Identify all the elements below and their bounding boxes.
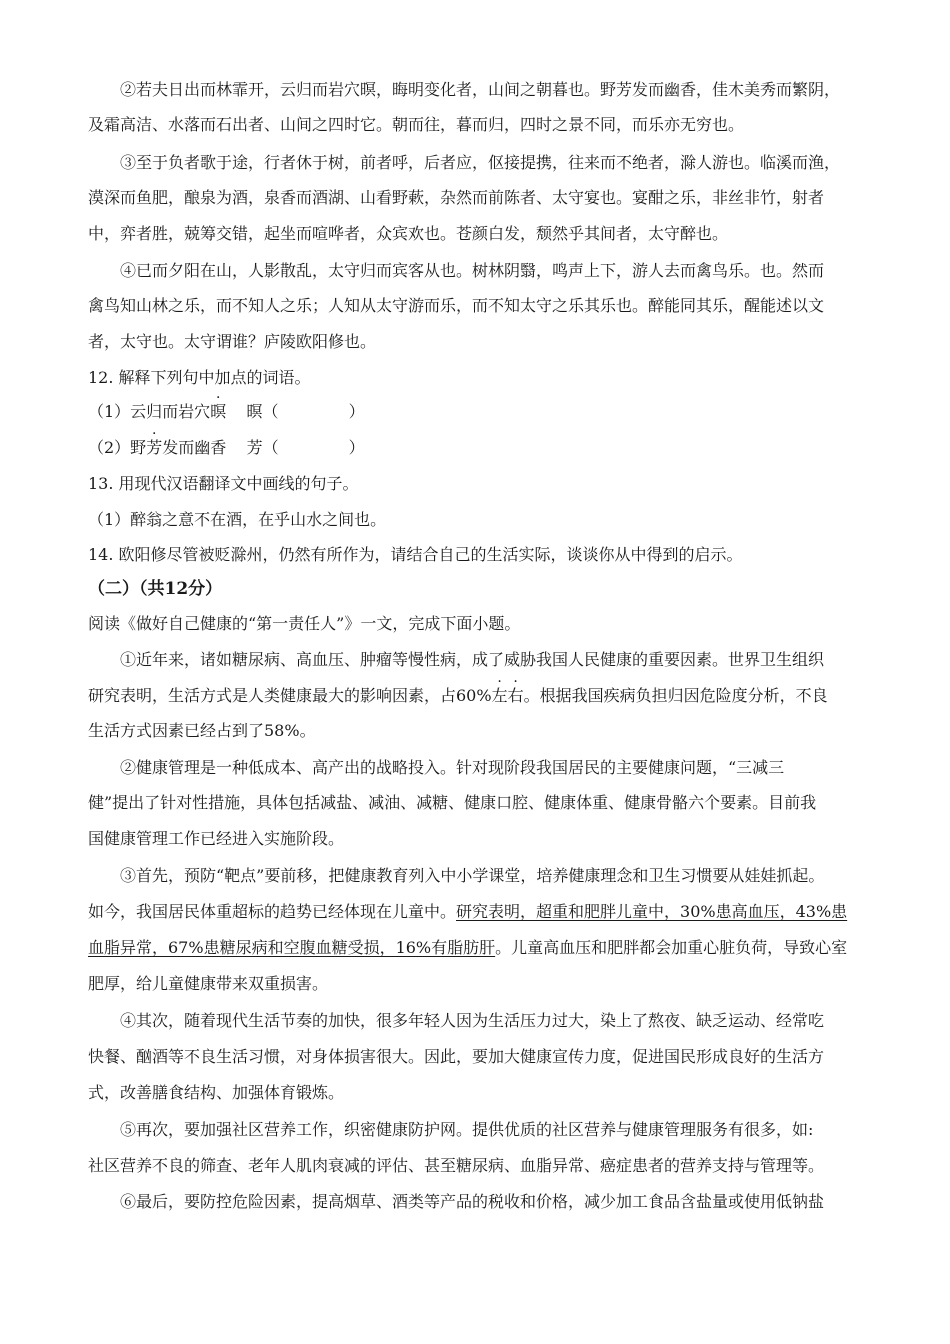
article-p3-underlined-sentence: 研究表明，超重和肥胖儿童中，30%患高血压，43%患	[456, 902, 848, 921]
q12-item1-key: 暝（	[246, 402, 279, 421]
article-p3-underlined-sentence-cont: 血脂异常，67%患糖尿病和空腹血糖受损，16%有脂肪肝	[88, 938, 496, 957]
article-paragraph-3-line-3	[88, 938, 847, 958]
question-12-stem: 12. 解释下列句中加点的词语。	[88, 368, 311, 387]
question-14-stem: 14. 欧阳修尽管被贬滁州，仍然有所作为，请结合自己的生活实际，谈谈你从中得到的启示。	[88, 545, 743, 564]
q12-item1-dotted-word: 暝	[210, 402, 227, 421]
article-paragraph-1-line-3: 生活方式因素已经占到了58%。	[88, 721, 316, 740]
question-13-stem: 13. 用现代汉语翻译文中画线的句子。	[88, 474, 359, 493]
article-p1-text-rest: 。根据我国疾病负担归因危险度分析，不良	[523, 686, 828, 705]
q12-item2-close: ）	[348, 438, 365, 457]
article-paragraph-3-line-1: ③首先，预防“靶点”要前移，把健康教育列入中小学课堂，培养健康理念和卫生习惯要从娃娃抓起。	[120, 866, 825, 885]
passage-paragraph-4-line-2: 禽鸟知山林之乐，而不知人之乐；人知从太守游而乐，而不知太守之乐其乐也。醉能同其乐，醒能述以文	[88, 296, 825, 315]
article-paragraph-2-line-1: ②健康管理是一种低成本、高产出的战略投入。针对现阶段我国居民的主要健康问题，“三减三	[120, 758, 785, 777]
passage-paragraph-2-line-2: 及霜高洁、水落而石出者、山间之四时它。朝而往，暮而归，四时之景不同，而乐亦无穷也。	[88, 115, 745, 134]
passage-paragraph-3-line-2: 漠深而鱼肥，酿泉为酒，泉香而酒湖、山看野蔌，杂然而前陈者、太守宴也。宴酣之乐，非丝非竹，射者	[88, 188, 825, 207]
article-paragraph-2-line-3: 国健康管理工作已经进入实施阶段。	[88, 829, 345, 848]
article-paragraph-3-line-4: 肥厚，给儿童健康带来双重损害。	[88, 974, 329, 993]
article-paragraph-2-line-2: 健”提出了针对性措施，具体包括减盐、减油、减糖、健康口腔、健康体重、健康骨骼六个要素。目前我	[88, 793, 817, 812]
passage-paragraph-3-line-3: 中，弈者胜，兢筹交错，起坐而喧哗者，众宾欢也。苍颜白发，颓然乎其间者，太守醉也。	[88, 224, 729, 243]
article-paragraph-3-line-2	[88, 902, 847, 922]
q12-item2-dotted-word: 芳	[146, 438, 163, 457]
article-paragraph-4-line-2: 快餐、酗酒等不良生活习惯，对身体损害很大。因此，要加大健康宣传力度，促进国民形成良好的生活方	[88, 1047, 825, 1066]
q12-item2-text: （2）野	[88, 438, 147, 457]
question-12-item-2	[88, 438, 365, 458]
article-p1-text: 研究表明，生活方式是人类健康最大的影响因素，占60%	[88, 686, 492, 705]
question-12-item-1	[88, 402, 365, 422]
article-paragraph-4-line-3: 式，改善膳食结构、加强体育锻炼。	[88, 1083, 345, 1102]
article-paragraph-1-line-1: ①近年来，诸如糖尿病、高血压、肿瘤等慢性病，成了威胁我国人民健康的重要因素。世界卫生组织	[120, 650, 825, 669]
q12-item2-text-rest: 发而幽香	[162, 438, 227, 457]
section-2-heading: （二）（共12分）	[88, 579, 223, 599]
article-p3-text-rest: 。儿童高血压和肥胖都会加重心脏负荷，导致心室	[495, 938, 848, 957]
article-paragraph-5-line-1: ⑤再次，要加强社区营养工作，织密健康防护网。提供优质的社区营养与健康管理服务有很多，如:	[120, 1120, 814, 1139]
article-paragraph-4-line-1: ④其次，随着现代生活节奏的加快，很多年轻人因为生活压力过大，染上了熬夜、缺乏运动、经常吃	[120, 1011, 825, 1030]
article-paragraph-1-line-2	[88, 686, 828, 706]
article-p1-dotted-word-1: 左	[491, 686, 508, 705]
section-2-intro: 阅读《做好自己健康的“第一责任人”》一文，完成下面小题。	[88, 614, 521, 633]
article-paragraph-6-line-1: ⑥最后，要防控危险因素，提高烟草、酒类等产品的税收和价格，减少加工食品含盐量或使用低钠盐	[120, 1192, 825, 1211]
q12-item2-key: 芳（	[246, 438, 279, 457]
article-p1-dotted-word-2: 右	[507, 686, 524, 705]
q12-item1-text: （1）云归而岩穴	[88, 402, 211, 421]
q12-item1-close: ）	[348, 402, 365, 421]
passage-paragraph-4-line-3: 者，太守也。太守谓谁？庐陵欧阳修也。	[88, 332, 377, 351]
passage-paragraph-4-line-1: ④已而夕阳在山，人影散乱，太守归而宾客从也。树林阴翳，鸣声上下，游人去而禽鸟乐。也。然而	[120, 261, 825, 280]
article-paragraph-5-line-2: 社区营养不良的筛查、老年人肌肉衰减的评估、甚至糖尿病、血脂异常、癌症患者的营养支持与管理等。	[88, 1156, 825, 1175]
article-p3-text: 如今，我国居民体重超标的趋势已经体现在儿童中。	[88, 902, 457, 921]
question-13-item-1: （1）醉翁之意不在酒，在乎山水之间也。	[88, 510, 387, 529]
passage-paragraph-3-line-1: ③至于负者歌于途，行者休于树，前者呼，后者应，伛接提携，往来而不绝者，滁人游也。临溪而渔，	[120, 153, 841, 172]
passage-paragraph-2-line-1: ②若夫日出而林霏开，云归而岩穴暝，晦明变化者，山间之朝暮也。野芳发而幽香，佳木美秀而繁阴，	[120, 80, 841, 99]
